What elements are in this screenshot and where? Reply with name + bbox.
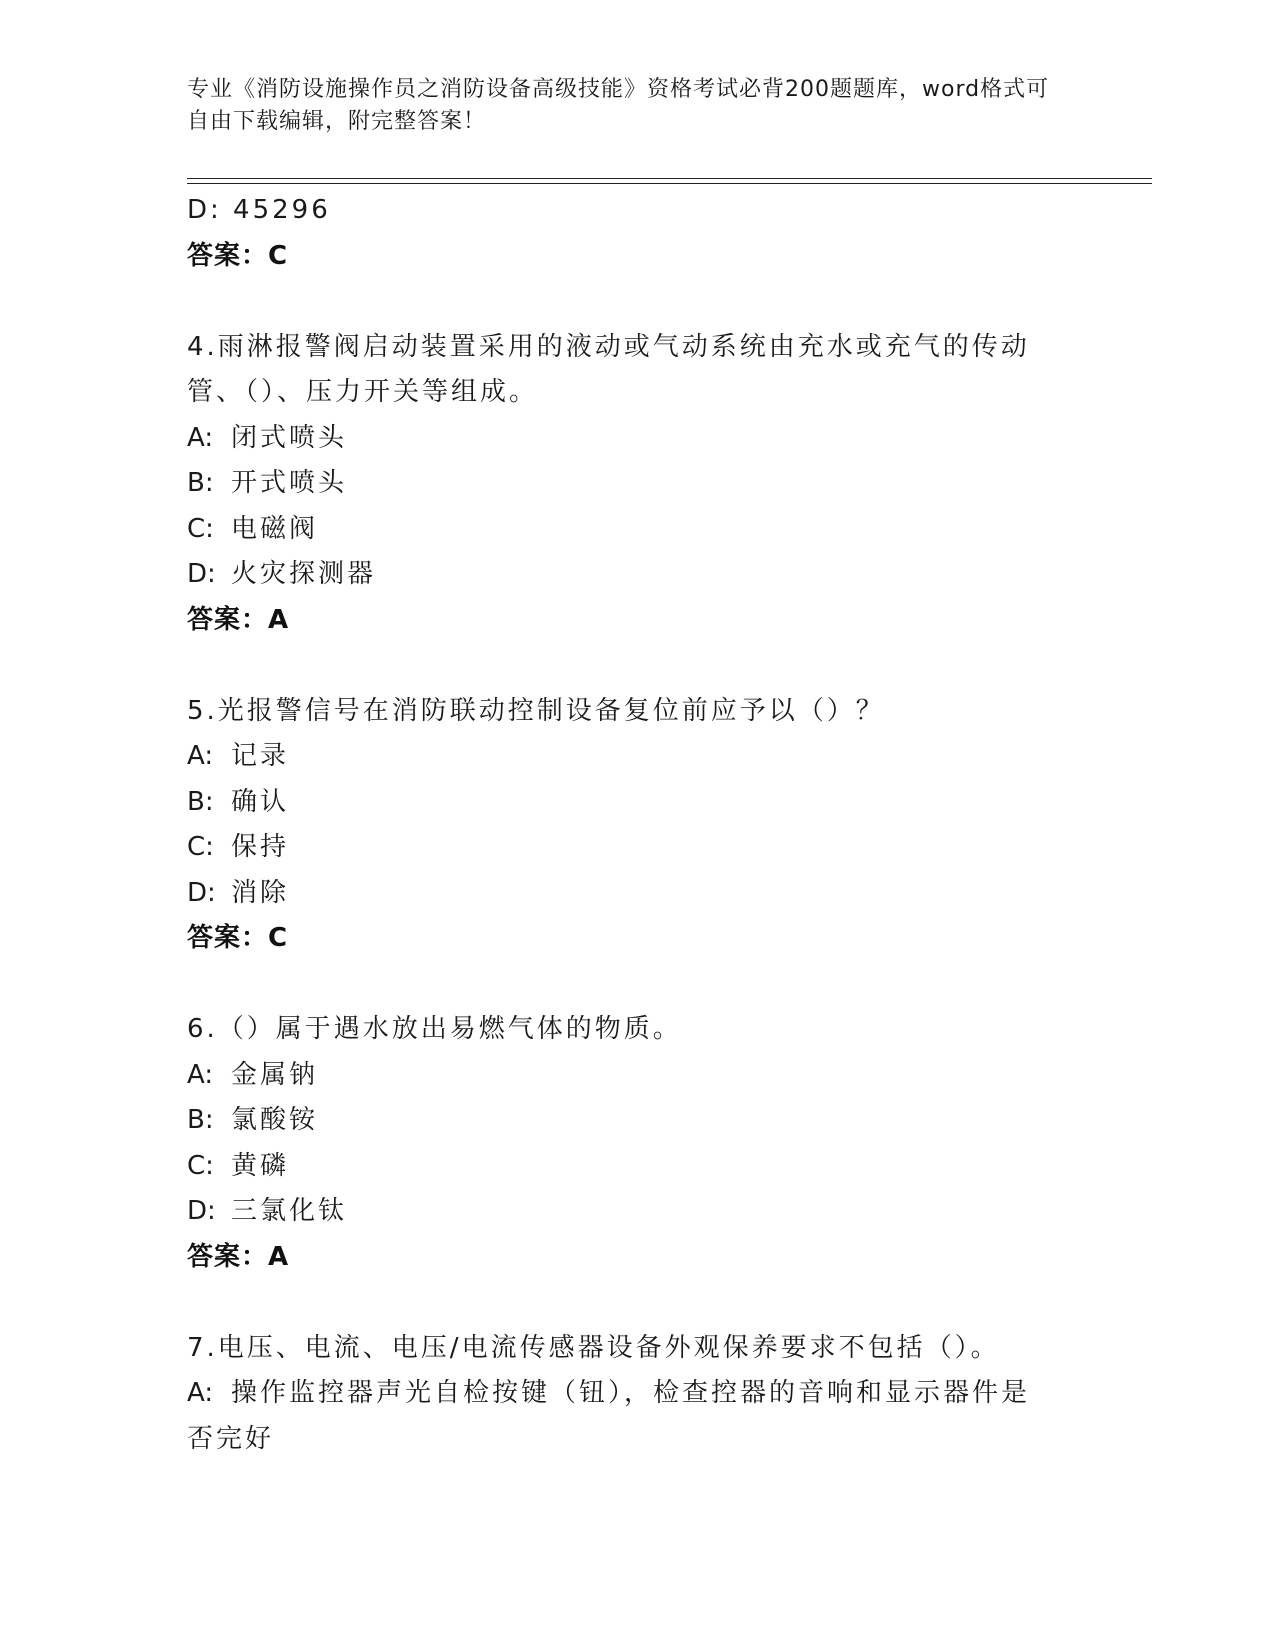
question-5 [187,689,1087,962]
option-key: B: [187,1105,214,1135]
option-text: 电磁阀 [231,513,319,544]
option-key: A: [187,422,214,453]
spacer [187,279,1087,325]
header-divider-bottom [187,183,1152,184]
option-key: D: [187,877,216,908]
option-key: B: [187,468,214,498]
option-key: C: [187,832,214,862]
question-answer: 答案：A [187,1241,290,1272]
option-d [187,552,1087,598]
question-answer: 答案：C [187,923,289,953]
option-text: 保持 [231,832,290,862]
option-text: 消除 [231,877,290,908]
page-header-title: 专业《消防设施操作员之消防设备高级技能》资格考试必背200题题库，word格式可自由下载编辑，附完整答案！ [187,77,1050,134]
carryover-option-d: D: 45296 [187,195,331,225]
option-key: A: [187,1378,214,1408]
option-a [187,416,1087,462]
option-c [187,1144,1087,1190]
option-text: 三氯化钛 [231,1196,348,1226]
question-text: 7.电压、电流、电压/电流传感器设备外观保养要求不包括（）。 [187,1332,1000,1363]
question-7 [187,1326,1087,1463]
option-key: A: [187,741,214,771]
option-key: D: [187,1196,216,1226]
question-text: 4.雨淋报警阀启动装置采用的液动或气动系统由充水或充气的传动管、（）、压力开关等组成。 [187,331,1030,407]
question-answer: 答案：A [187,604,290,635]
option-text: 金属钠 [231,1059,319,1090]
option-d [187,871,1087,917]
option-text: 开式喷头 [231,468,348,498]
option-b [187,780,1087,826]
question-content [187,188,1087,1462]
question-6 [187,1007,1087,1280]
spacer [187,643,1087,689]
option-text: 黄磷 [231,1150,290,1181]
option-text: 闭式喷头 [231,422,348,453]
carryover-answer: 答案：C [187,240,289,271]
option-key: D: [187,559,216,589]
option-b [187,1098,1087,1144]
option-a [187,1053,1087,1099]
option-c [187,825,1087,871]
option-text: 氯酸铵 [231,1105,319,1135]
option-b [187,461,1087,507]
option-key: C: [187,513,214,544]
option-d [187,1189,1087,1235]
spacer [187,1280,1087,1326]
question-text: 6.（）属于遇水放出易燃气体的物质。 [187,1014,682,1044]
spacer [187,962,1087,1008]
header-divider-top [187,178,1152,179]
option-text: 操作监控器声光自检按键（钮），检查控器的音响和显示器件是否完好 [187,1378,1031,1454]
option-key: A: [187,1059,214,1090]
question-text: 5.光报警信号在消防联动控制设备复位前应予以（）？ [187,695,885,726]
option-a [187,734,1087,780]
option-text: 火灾探测器 [231,559,377,589]
option-c [187,507,1087,553]
option-key: B: [187,786,214,817]
option-text: 记录 [231,741,290,771]
option-a [187,1371,1057,1462]
question-4 [187,325,1087,644]
option-text: 确认 [231,786,290,817]
option-key: C: [187,1150,214,1181]
